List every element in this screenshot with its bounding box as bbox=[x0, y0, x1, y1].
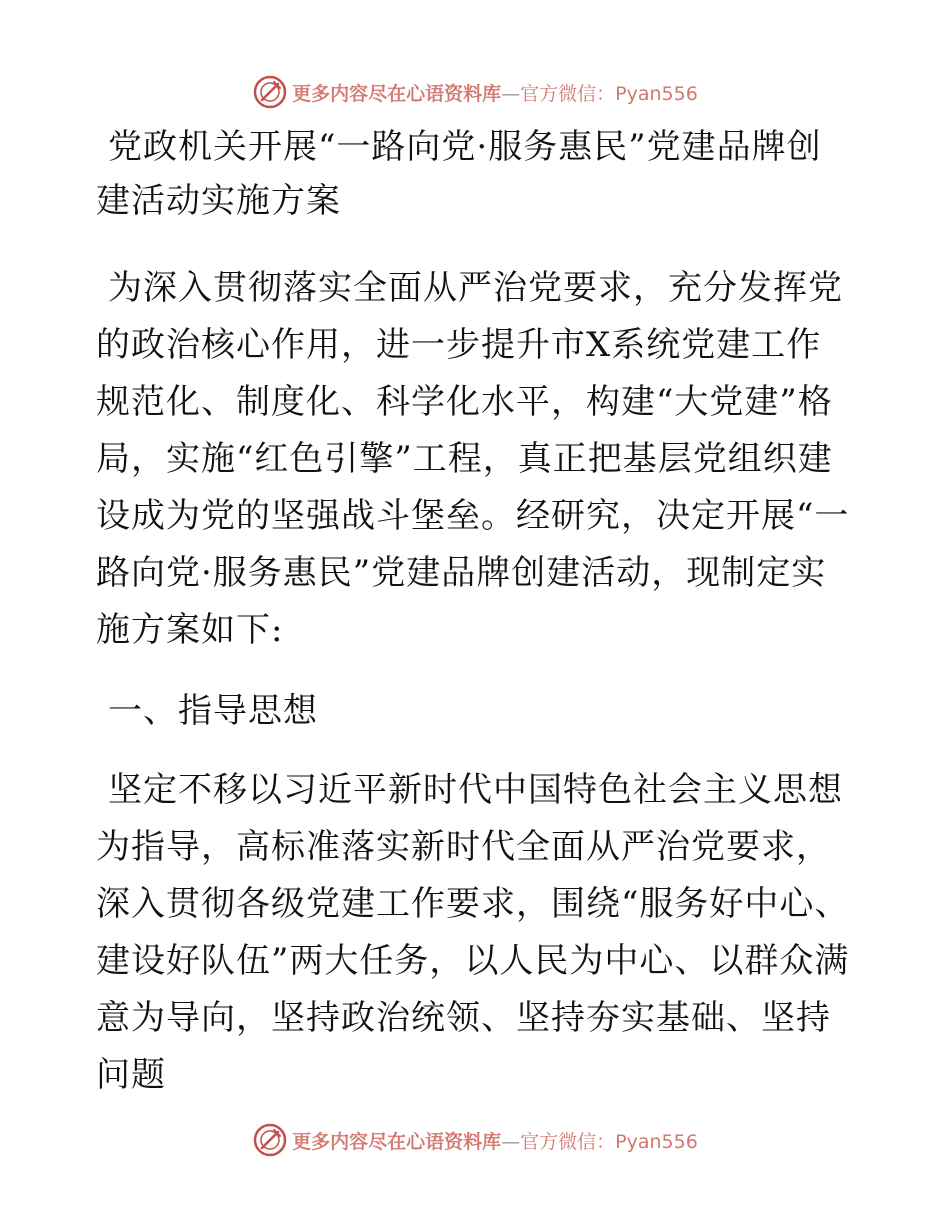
watermark-banner-bottom bbox=[0, 1120, 950, 1160]
watermark-wechat-text: 官方微信：Pyan556 bbox=[520, 82, 698, 105]
section-paragraph: 坚定不移以习近平新时代中国特色社会主义思想为指导，高标准落实新时代全面从严治党要求，深入贯彻各级党建工作要求，围绕“服务好中心、建设好队伍”两大任务，以人民为中心、以群众满意为导向，坚持政治统领、坚持夯实基础、坚持问题 bbox=[96, 770, 850, 1095]
watermark-dash: — bbox=[501, 82, 521, 105]
document-body bbox=[96, 120, 856, 1095]
watermark-main-text: 更多内容尽在心语资料库 bbox=[292, 1130, 502, 1153]
watermark-main-text: 更多内容尽在心语资料库 bbox=[292, 82, 502, 105]
watermark-wechat-text: 官方微信：Pyan556 bbox=[520, 1130, 698, 1153]
document-title: 党政机关开展“一路向党·服务惠民”党建品牌创建活动实施方案 bbox=[96, 127, 822, 221]
section-heading: 一、指导思想 bbox=[108, 691, 318, 731]
watermark-text bbox=[292, 79, 698, 106]
seal-logo-icon bbox=[252, 74, 288, 110]
watermark-banner-top bbox=[0, 72, 950, 112]
intro-paragraph: 为深入贯彻落实全面从严治党要求，充分发挥党的政治核心作用，进一步提升市X系统党建工作规范化、制度化、科学化水平，构建“大党建”格局，实施“红色引擎”工程，真正把基层党组织建设成为党的坚强战斗堡垒。经研究，决定开展“一路向党·服务惠民”党建品牌创建活动，现制定实施方案如下: bbox=[96, 268, 850, 650]
seal-logo-icon bbox=[252, 1122, 288, 1158]
watermark-dash: — bbox=[501, 1130, 521, 1153]
watermark-text bbox=[292, 1127, 698, 1154]
